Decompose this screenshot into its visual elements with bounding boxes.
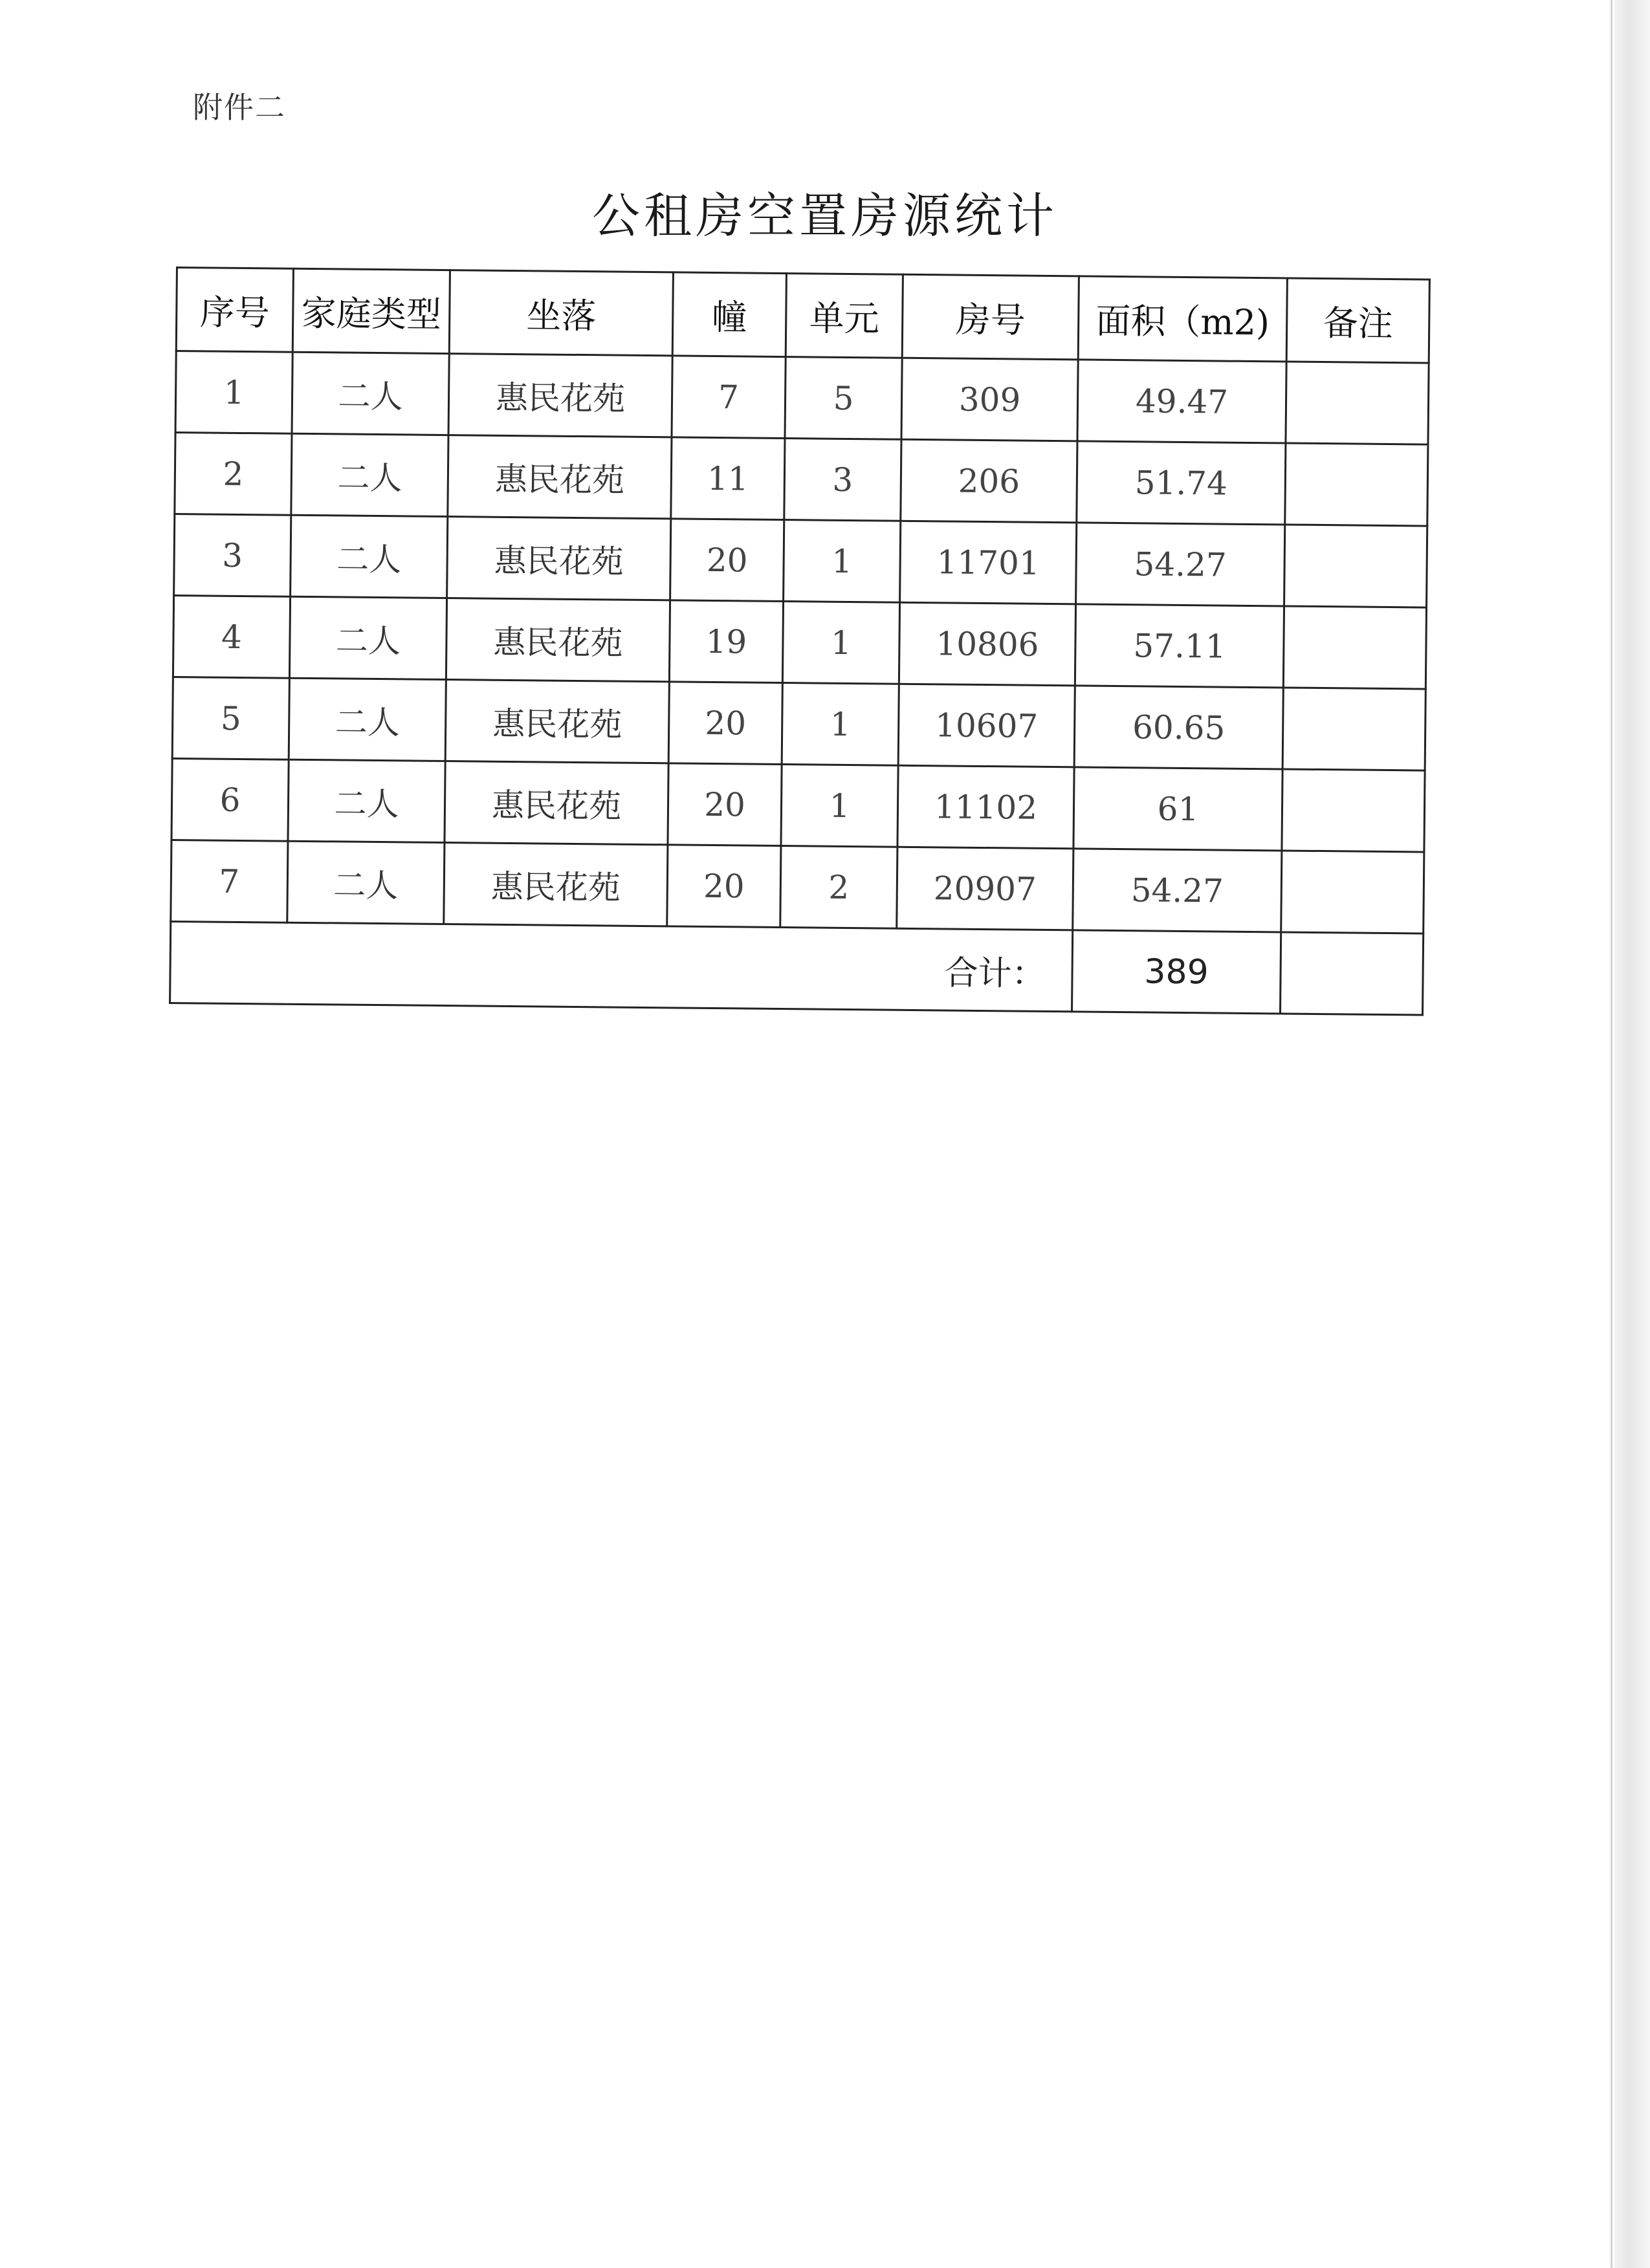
table-row (171, 758, 1425, 852)
cell-seq: 7 (171, 840, 288, 922)
cell-remarks (1283, 606, 1426, 689)
cell-room: 309 (901, 358, 1078, 441)
table-row (173, 595, 1426, 689)
cell-building: 19 (669, 600, 783, 683)
header-cell-seq: 序号 (176, 268, 293, 353)
cell-room: 20907 (897, 847, 1073, 930)
total-value: 389 (1072, 930, 1281, 1014)
cell-location: 惠民花苑 (448, 435, 672, 519)
cell-area: 60.65 (1074, 686, 1283, 769)
cell-area: 61 (1073, 767, 1282, 851)
attachment-label: 附件二 (193, 90, 286, 125)
cell-room: 10607 (898, 684, 1075, 767)
scan-edge-line (1611, 0, 1612, 2268)
table-row (172, 677, 1425, 770)
table-total-row (170, 921, 1424, 1015)
cell-unit: 1 (784, 520, 901, 603)
cell-area: 49.47 (1077, 360, 1286, 443)
header-cell-unit: 单元 (786, 274, 903, 358)
cell-room: 206 (901, 439, 1077, 523)
cell-seq: 1 (175, 351, 292, 434)
header-cell-area: 面积（m2) (1078, 276, 1287, 362)
cell-seq: 4 (173, 595, 290, 678)
cell-area: 57.11 (1075, 604, 1284, 688)
cell-location: 惠民花苑 (445, 761, 668, 845)
cell-seq: 2 (175, 433, 292, 516)
header-cell-building: 幢 (672, 272, 786, 357)
cell-family-type: 二人 (287, 841, 445, 924)
header-cell-location: 坐落 (449, 270, 673, 356)
cell-unit: 1 (782, 602, 899, 684)
cell-building: 20 (667, 845, 781, 928)
cell-location: 惠民花苑 (447, 517, 671, 600)
cell-remarks (1282, 688, 1425, 770)
cell-area: 54.27 (1073, 849, 1282, 932)
cell-remarks (1285, 443, 1428, 526)
cell-building: 20 (670, 519, 784, 602)
cell-family-type: 二人 (291, 433, 448, 516)
cell-room: 11701 (900, 521, 1077, 604)
table-row (175, 433, 1428, 527)
cell-remarks (1281, 851, 1424, 933)
total-label: 合计： (170, 921, 1073, 1011)
cell-building: 11 (671, 437, 785, 520)
cell-building: 7 (672, 356, 786, 439)
cell-unit: 5 (785, 357, 902, 440)
cell-unit: 1 (782, 683, 899, 766)
cell-seq: 6 (171, 758, 289, 841)
housing-table (169, 267, 1431, 1016)
cell-area: 51.74 (1077, 441, 1286, 525)
table-header-row (176, 268, 1429, 364)
cell-unit: 2 (780, 846, 897, 929)
cell-room: 11102 (897, 765, 1074, 849)
cell-seq: 3 (174, 514, 291, 596)
cell-location: 惠民花苑 (448, 354, 672, 437)
cell-family-type: 二人 (292, 352, 449, 435)
cell-location: 惠民花苑 (445, 680, 669, 763)
cell-family-type: 二人 (289, 678, 446, 761)
cell-family-type: 二人 (291, 515, 448, 598)
cell-building: 20 (668, 682, 782, 765)
header-cell-family-type: 家庭类型 (292, 268, 450, 353)
cell-unit: 1 (781, 765, 898, 847)
cell-family-type: 二人 (288, 759, 445, 842)
cell-seq: 5 (172, 677, 289, 759)
header-cell-remarks: 备注 (1286, 278, 1429, 363)
table-row (174, 514, 1427, 607)
cell-location: 惠民花苑 (444, 843, 668, 926)
cell-unit: 3 (784, 439, 901, 521)
document-title: 公租房空置房源统计 (592, 188, 1058, 244)
cell-remarks (1282, 769, 1425, 852)
cell-area: 54.27 (1076, 523, 1285, 606)
cell-remarks (1284, 525, 1427, 607)
scan-page-edge (1614, 0, 1650, 2268)
table-row (171, 840, 1424, 933)
cell-remarks (1286, 362, 1429, 444)
total-remarks-cell (1280, 932, 1423, 1015)
cell-family-type: 二人 (289, 596, 446, 679)
header-cell-room: 房号 (902, 274, 1079, 360)
table-row (175, 351, 1429, 445)
cell-room: 10806 (899, 602, 1075, 686)
cell-building: 20 (668, 763, 782, 846)
cell-location: 惠民花苑 (446, 598, 670, 682)
